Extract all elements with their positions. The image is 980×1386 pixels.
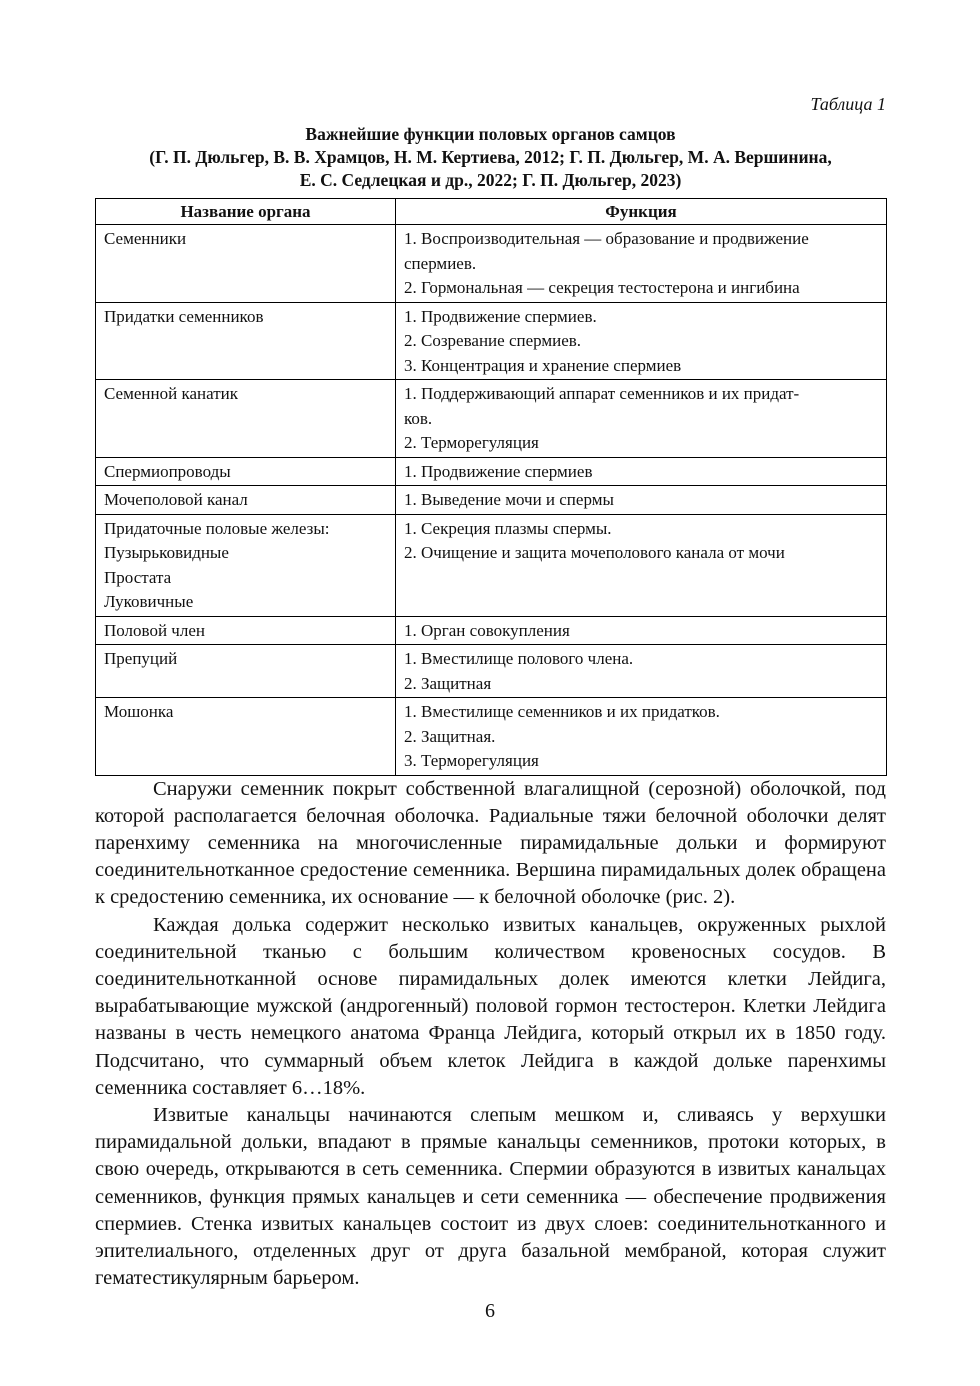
function-line: 1. Выведение мочи и спермы: [404, 490, 614, 509]
table-row: [96, 698, 887, 776]
organ-cell: [96, 457, 396, 486]
function-line: 2. Гормональная — секреция тестостерона и ингибина: [404, 278, 800, 297]
function-line: 1. Продвижение спермиев.: [404, 306, 597, 326]
function-cell: [396, 645, 887, 698]
paragraph: Снаружи семенник покрыт собственной влагалищной (серозной) оболочкой, под которой располагается белочная оболочка. Радиальные тяжи белочной оболочки делят паренхиму семенника на многочисленные пирамидальные дольки и формируют соединительнотканное средостение семенника. Вершина пирамидальных долек обращена к средостению семенника, их основание — к белочной оболочке (рис. 2).: [95, 777, 886, 909]
function-line: 1. Орган совокупления: [404, 620, 570, 640]
function-line: ков.: [404, 408, 433, 428]
table-row: [96, 457, 887, 486]
function-line: 1. Секреция плазмы спермы.: [404, 518, 612, 538]
organ-line: Придаточные половые железы:: [104, 518, 330, 538]
organ-line: Спермиопроводы: [104, 461, 231, 481]
organ-line: Мочеполовой канал: [104, 490, 248, 509]
organ-line: Семенной канатик: [104, 384, 238, 403]
function-line: 2. Защитная.: [404, 726, 496, 746]
organ-line: Луковичные: [104, 592, 194, 611]
table-row: [96, 302, 887, 380]
function-cell: [396, 486, 887, 515]
organ-line: Половой член: [104, 620, 205, 640]
function-cell: [396, 457, 887, 486]
function-line: 2. Созревание спермиев.: [404, 331, 582, 350]
function-cell: [396, 302, 887, 380]
organ-line: Простата: [104, 567, 172, 587]
function-line: 1. Поддерживающий аппарат семенников и их придат-: [404, 384, 800, 403]
organ-cell: [96, 302, 396, 380]
function-line: 2. Очищение и защита мочеполового канала от мочи: [404, 543, 785, 562]
function-line: 1. Продвижение спермиев: [404, 461, 593, 481]
paragraph: Извитые канальцы начинаются слепым мешком и, сливаясь у верхушки пирамидальной дольки, впадают в прямые канальцы семенников, протоки которых, в свою очередь, открываются в сеть семенника. Спермии образуются в извитых канальцах семенников, функция прямых канальцев и сети семенника — обеспечение продвижения спермиев. Стенка извитых канальцев состоит из двух слоев: соединительнотканного и эпителиального, отделенных друг от друга базальной мембраной, которая служит гематестикулярным барьером.: [95, 1103, 886, 1290]
organ-line: Пузырьковидные: [104, 543, 229, 562]
document-page: [95, 90, 886, 1292]
function-line: 3. Терморегуляция: [404, 751, 539, 770]
function-cell: [396, 225, 887, 303]
function-line: 1. Вместилище полового члена.: [404, 649, 634, 668]
function-line: 2. Терморегуляция: [404, 433, 539, 452]
function-line: спермиев.: [404, 253, 477, 273]
function-cell: [396, 514, 887, 616]
function-line: 3. Концентрация и хранение спермиев: [404, 355, 682, 375]
table-title-line: Е. С. Седлецкая и др., 2022; Г. П. Дюльгер, 2023): [299, 170, 682, 190]
table-row: [96, 645, 887, 698]
header-function: Функция: [396, 199, 887, 225]
function-line: 1. Вместилище семенников и их придатков.: [404, 702, 720, 721]
organ-line: Мошонка: [104, 702, 174, 721]
table-header-row: [96, 199, 887, 225]
table-row: [96, 380, 887, 458]
table-body: [96, 225, 887, 776]
table-row: [96, 616, 887, 645]
function-cell: [396, 616, 887, 645]
table-label: Таблица 1: [810, 94, 886, 114]
table-title-line: (Г. П. Дюльгер, В. В. Храмцов, Н. М. Кертиева, 2012; Г. П. Дюльгер, М. А. Вершинина,: [149, 147, 832, 167]
function-line: 1. Воспроизводительная — образование и продвижение: [404, 229, 809, 248]
table-row: [96, 514, 887, 616]
table-title: [95, 123, 886, 192]
paragraph: Каждая долька содержит несколько извитых канальцев, окруженных рыхлой соединительной тканью с большим количеством кровеносных сосудов. В соединительнотканной основе пирамидальных долек имеются клетки Лейдига, вырабатывающие мужской (андрогенный) половой гормон тестостерон. Клетки Лейдига названы в честь немецкого анатома Франца Лейдига, который открыл их в 1850 году. Подсчитано, что суммарный объем клеток Лейдига в каждой дольке паренхимы семенника составляет 6…18%.: [95, 913, 886, 1099]
organ-cell: [96, 698, 396, 776]
body-text: [95, 776, 886, 1293]
organ-line: Семенники: [104, 229, 187, 248]
organ-line: Придатки семенников: [104, 306, 264, 326]
page-number: 6: [485, 1300, 495, 1322]
organ-cell: [96, 514, 396, 616]
table-row: [96, 225, 887, 303]
organ-cell: [96, 645, 396, 698]
organ-cell: [96, 486, 396, 515]
table-row: [96, 486, 887, 515]
organ-functions-table: [95, 198, 887, 776]
organ-cell: [96, 380, 396, 458]
organ-cell: [96, 225, 396, 303]
table-title-line: Важнейшие функции половых органов самцов: [305, 124, 676, 144]
header-organ-name: Название органа: [96, 199, 396, 225]
organ-line: Препуций: [104, 649, 178, 668]
function-cell: [396, 698, 887, 776]
function-cell: [396, 380, 887, 458]
function-line: 2. Защитная: [404, 673, 492, 693]
organ-cell: [96, 616, 396, 645]
